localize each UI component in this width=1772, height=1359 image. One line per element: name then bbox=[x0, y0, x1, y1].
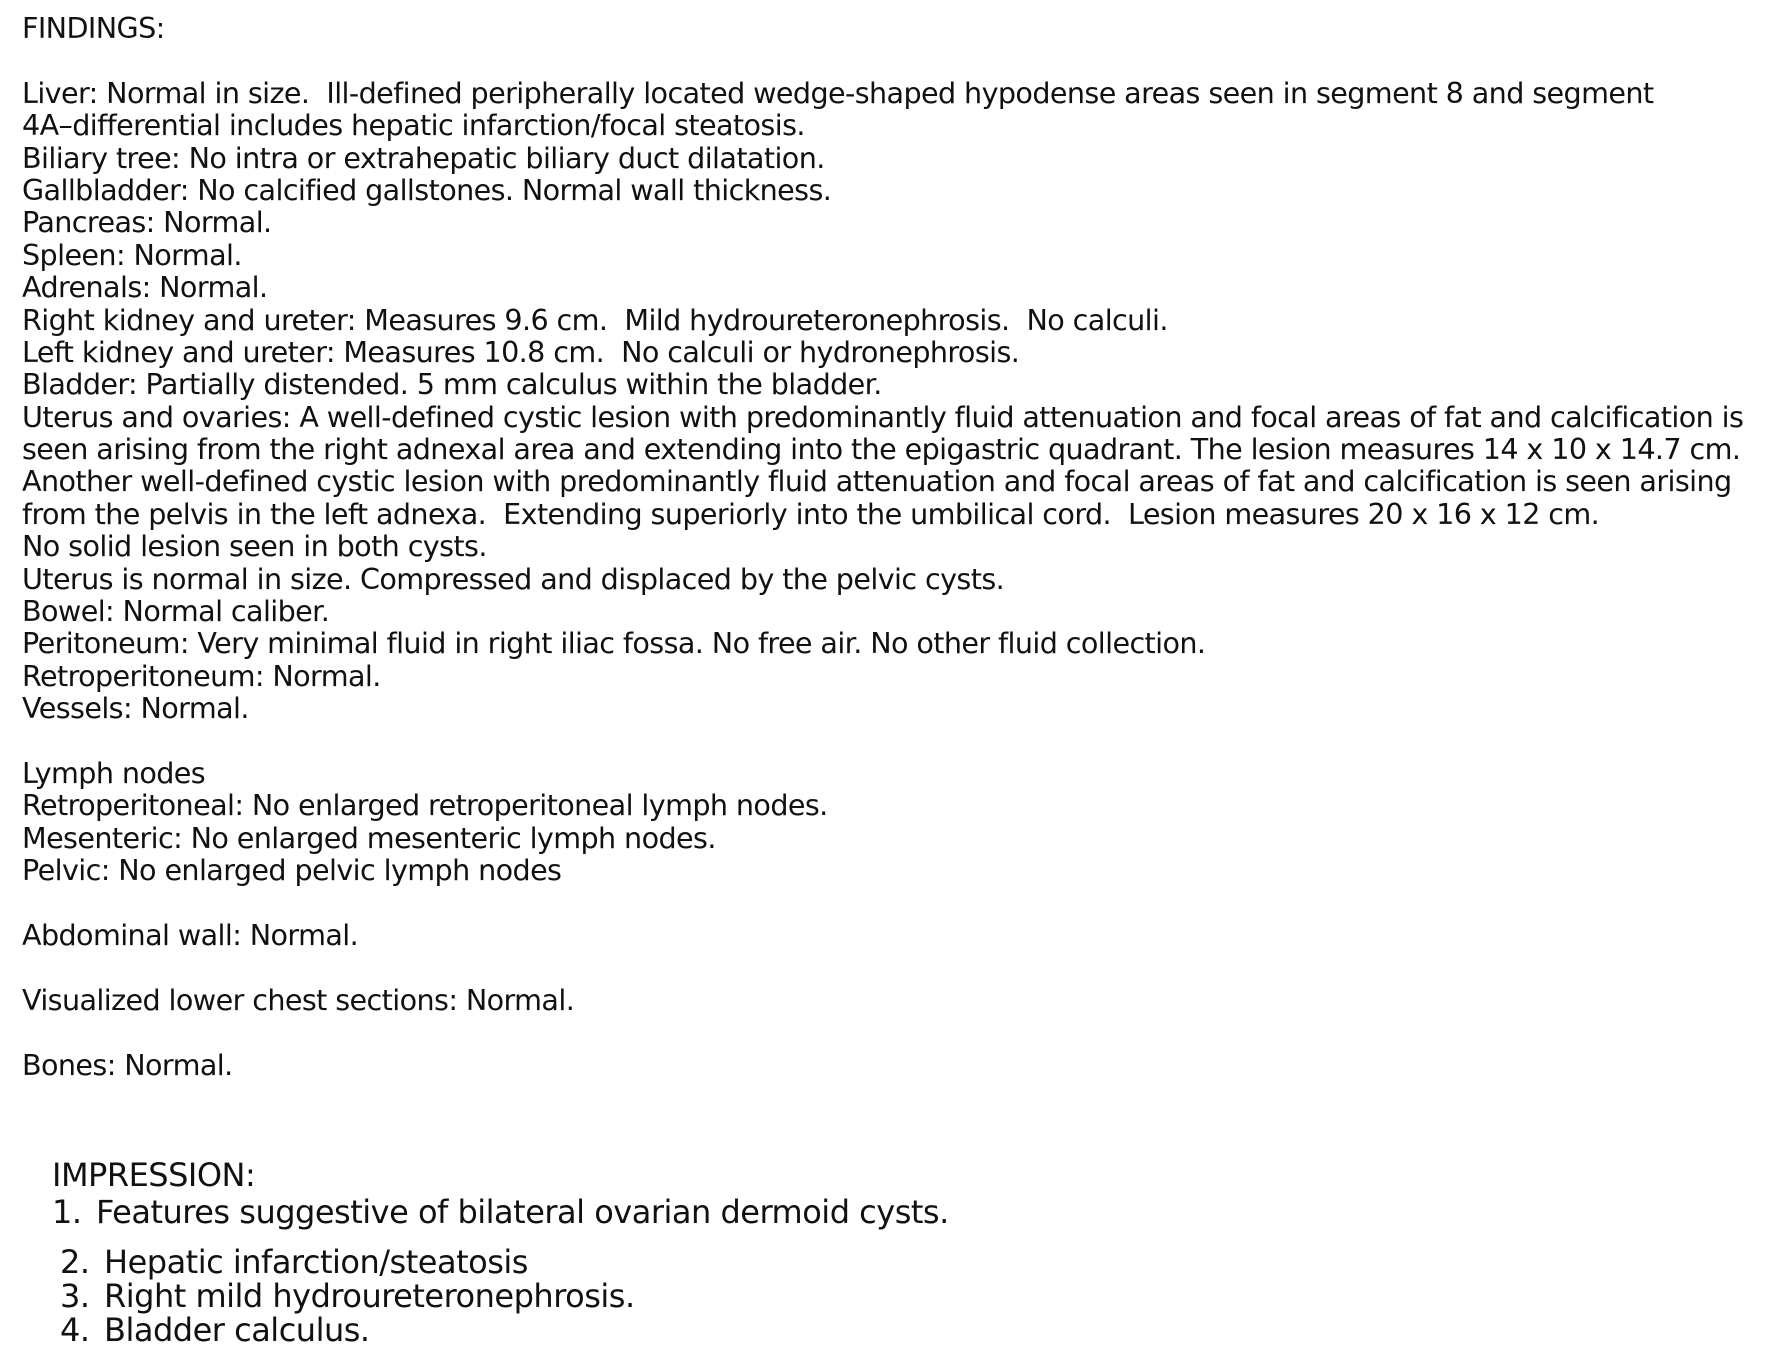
lymph-pelvic: Pelvic: No enlarged pelvic lymph nodes bbox=[22, 853, 562, 888]
lymph-mesenteric: Mesenteric: No enlarged mesenteric lymph nodes. bbox=[22, 820, 716, 855]
impression-item-text: Right mild hydroureteronephrosis. bbox=[104, 1277, 635, 1315]
impression-item-text: Hepatic infarction/steatosis bbox=[104, 1243, 528, 1281]
finding-no-solid-lesion: No solid lesion seen in both cysts. bbox=[22, 529, 487, 564]
finding-uterus-line-3: Another well-defined cystic lesion with predominantly fluid attenuation and focal areas of fat and calcification is seen arising bbox=[22, 464, 1732, 499]
finding-gallbladder: Gallbladder: No calcified gallstones. Normal wall thickness. bbox=[22, 172, 832, 207]
lymph-retroperitoneal: Retroperitoneal: No enlarged retroperitoneal lymph nodes. bbox=[22, 788, 828, 823]
finding-lower-chest: Visualized lower chest sections: Normal. bbox=[22, 982, 575, 1017]
finding-liver-line-2: 4A–differential includes hepatic infarction/focal steatosis. bbox=[22, 108, 805, 143]
spacer bbox=[22, 1016, 1762, 1048]
finding-uterus-line-1: Uterus and ovaries: A well-defined cystic lesion with predominantly fluid attenuation and focal areas of fat and calcification is bbox=[22, 399, 1744, 434]
finding-pancreas: Pancreas: Normal. bbox=[22, 205, 272, 240]
finding-spleen: Spleen: Normal. bbox=[22, 237, 242, 272]
impression-item-number: 1. bbox=[52, 1193, 82, 1231]
finding-uterus-normal: Uterus is normal in size. Compressed and displaced by the pelvic cysts. bbox=[22, 561, 1005, 596]
finding-bones: Bones: Normal. bbox=[22, 1047, 233, 1082]
finding-uterus-line-2: seen arising from the right adnexal area and extending into the epigastric quadrant. The lesion measures 14 x 10 x 14.7 cm. bbox=[22, 432, 1741, 467]
impression-item-number: 2. bbox=[60, 1243, 90, 1281]
finding-abdominal-wall: Abdominal wall: Normal. bbox=[22, 917, 359, 952]
finding-left-kidney: Left kidney and ureter: Measures 10.8 cm. No calculi or hydronephrosis. bbox=[22, 334, 1020, 369]
impression-title: IMPRESSION: bbox=[52, 1156, 256, 1194]
impression-item-number: 3. bbox=[60, 1277, 90, 1315]
finding-right-kidney: Right kidney and ureter: Measures 9.6 cm. Mild hydroureteronephrosis. No calculi. bbox=[22, 302, 1168, 337]
findings-title: FINDINGS: bbox=[22, 11, 165, 45]
impression-item-number: 4. bbox=[60, 1311, 90, 1349]
finding-bladder: Bladder: Partially distended. 5 mm calculus within the bladder. bbox=[22, 367, 882, 402]
finding-uterus-line-4: from the pelvis in the left adnexa. Extending superiorly into the umbilical cord. Lesion measures 20 x 16 x 12 cm. bbox=[22, 496, 1600, 531]
finding-liver-line-1: Liver: Normal in size. Ill-defined peripherally located wedge-shaped hypodense areas seen in segment 8 and segment bbox=[22, 75, 1654, 110]
impression-item bbox=[52, 1195, 949, 1245]
impression-item-text: Bladder calculus. bbox=[104, 1311, 370, 1349]
lymph-nodes-title: Lymph nodes bbox=[22, 755, 206, 790]
impression-section bbox=[52, 1158, 949, 1347]
finding-retroperitoneum: Retroperitoneum: Normal. bbox=[22, 658, 381, 693]
findings-section bbox=[22, 12, 1762, 1081]
impression-item bbox=[52, 1245, 949, 1279]
impression-item-text: Features suggestive of bilateral ovarian dermoid cysts. bbox=[96, 1193, 949, 1231]
finding-adrenals: Adrenals: Normal. bbox=[22, 270, 268, 305]
spacer bbox=[22, 44, 1762, 76]
finding-peritoneum: Peritoneum: Very minimal fluid in right iliac fossa. No free air. No other fluid collection. bbox=[22, 626, 1206, 661]
spacer bbox=[22, 951, 1762, 983]
impression-item bbox=[52, 1279, 949, 1313]
finding-bowel: Bowel: Normal caliber. bbox=[22, 594, 330, 629]
impression-item bbox=[52, 1313, 949, 1347]
finding-vessels: Vessels: Normal. bbox=[22, 691, 249, 726]
finding-biliary: Biliary tree: No intra or extrahepatic biliary duct dilatation. bbox=[22, 140, 825, 175]
spacer bbox=[22, 887, 1762, 919]
spacer bbox=[22, 725, 1762, 757]
